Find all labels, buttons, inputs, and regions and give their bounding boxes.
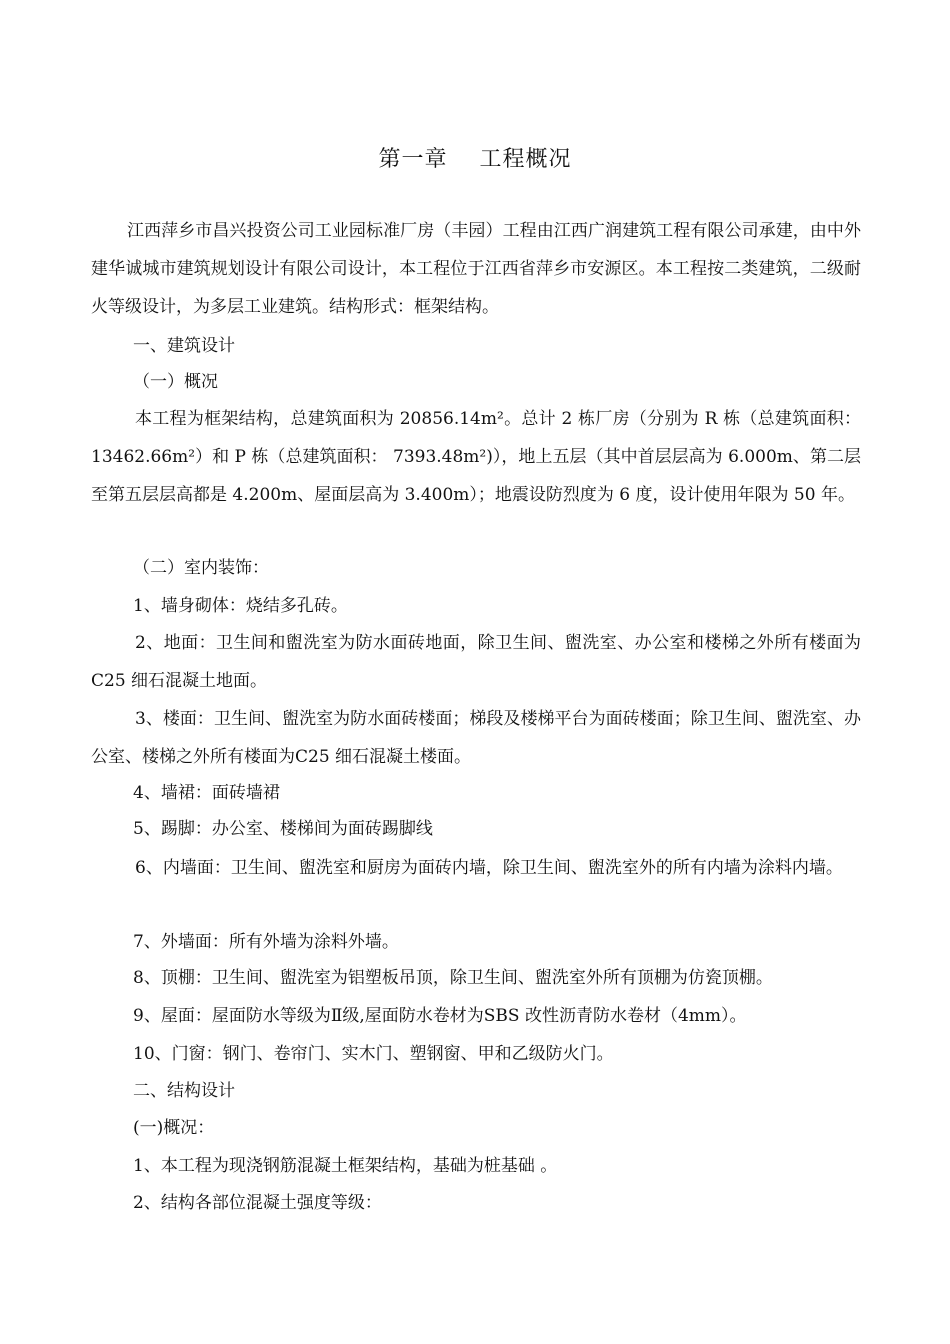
section-heading-structure: 二、结构设计 <box>133 1081 235 1101</box>
list-item: 1、墙身砌体：烧结多孔砖。 <box>133 596 348 616</box>
section-heading-architecture: 一、建筑设计 <box>133 336 235 356</box>
chapter-title: 第一章 工程概况 <box>378 147 572 172</box>
list-item: 5、踢脚：办公室、楼梯间为面砖踢脚线 <box>133 819 433 839</box>
list-item: 2、结构各部位混凝土强度等级： <box>133 1193 382 1213</box>
list-item: 2、地面：卫生间和盥洗室为防水面砖地面，除卫生间、盥洗室、办公室和楼梯之外所有楼面为C25 细石混凝土地面。 <box>91 633 861 691</box>
list-item: 4、墙裙：面砖墙裙 <box>133 783 280 803</box>
list-item: 10、门窗：钢门、卷帘门、实木门、塑钢窗、甲和乙级防火门。 <box>133 1044 614 1064</box>
subsection-heading-structure-overview: (一)概况： <box>133 1118 215 1138</box>
subsection-heading-interior: （二）室内装饰： <box>133 558 269 578</box>
list-item: 3、楼面：卫生间、盥洗室为防水面砖楼面；梯段及楼梯平台为面砖楼面；除卫生间、盥洗室、办公室、楼梯之外所有楼面为C25 细石混凝土楼面。 <box>91 709 861 767</box>
overview-paragraph: 本工程为框架结构，总建筑面积为 20856.14m²。总计 2 栋厂房（分别为 R 栋（总建筑面积：13462.66m²）和 P 栋（总建筑面积： 7393.48m²)），地上五层（其中首层层高为 6.000m、第二层至第五层层高都是 4.200m、屋面层高为 3.400m）；地震设防烈度为 6 度，设计使用年限为 50 年。 <box>91 409 861 505</box>
subsection-heading-overview: （一）概况 <box>133 372 218 392</box>
intro-paragraph: 江西萍乡市昌兴投资公司工业园标准厂房（丰园）工程由江西广润建筑工程有限公司承建，由中外建华诚城市建筑规划设计有限公司设计，本工程位于江西省萍乡市安源区。本工程按二类建筑，二级耐火等级设计，为多层工业建筑。结构形式：框架结构。 <box>91 221 861 317</box>
list-item: 6、内墙面：卫生间、盥洗室和厨房为面砖内墙，除卫生间、盥洗室外的所有内墙为涂料内墙。 <box>135 858 843 878</box>
list-item: 7、外墙面：所有外墙为涂料外墙。 <box>133 932 399 952</box>
list-item: 9、屋面：屋面防水等级为Ⅱ级,屋面防水卷材为SBS 改性沥青防水卷材（4mm）。 <box>133 1006 747 1026</box>
list-item: 1、本工程为现浇钢筋混凝土框架结构，基础为桩基础 。 <box>133 1156 558 1176</box>
list-item: 8、顶棚：卫生间、盥洗室为铝塑板吊顶，除卫生间、盥洗室外所有顶棚为仿瓷顶棚。 <box>133 968 773 988</box>
